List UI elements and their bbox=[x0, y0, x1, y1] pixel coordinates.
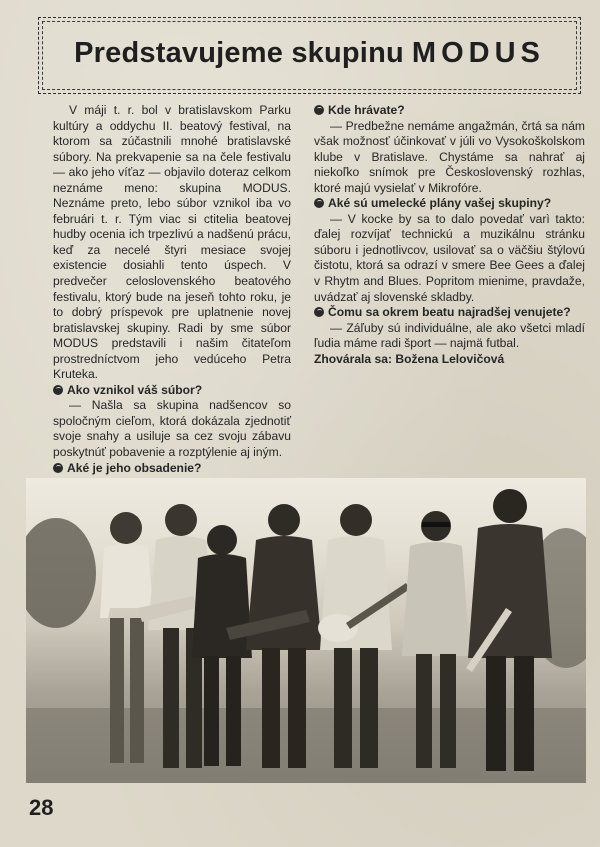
answer-3: — Predbežne nemáme angažmán, črtá sa nám však možnosť účinkovať v júli vo Vysokoškolskom klube v Bratislave. Chystáme sa nahrať aj niekoľko snímok pre Československý rozhlas, ktoré majú vysielať v Mikrofóre. bbox=[314, 118, 585, 195]
band-name: MODUS bbox=[411, 37, 545, 69]
question-1 bbox=[53, 383, 291, 399]
question-2 bbox=[53, 461, 291, 477]
question-2-text: Aké je jeho obsadenie? bbox=[67, 460, 202, 475]
bullet-icon bbox=[314, 198, 324, 208]
question-3-text: Kde hrávate? bbox=[328, 103, 405, 117]
answer-5: — Záľuby sú individuálne, ale ako všetci mladí ľudia máme radi šport — najmä futbal. bbox=[314, 320, 585, 351]
question-1-text: Ako vznikol váš súbor? bbox=[67, 382, 203, 397]
bullet-icon bbox=[314, 105, 324, 115]
page-number: 28 bbox=[29, 795, 54, 820]
answer-1: — Našla sa skupina nadšencov so spoločným cieľom, ktorá dokázala zjednotiť svoje snahy a usiluje sa cez svoju zábavu poskytnúť pobavenie a rozptýlenie aj iným. bbox=[53, 398, 291, 460]
article-column-right bbox=[314, 103, 585, 367]
question-5-text: Čomu sa okrem beatu najradšej venujete? bbox=[328, 305, 571, 320]
question-4-text: Aké sú umelecké plány vašej skupiny? bbox=[328, 196, 552, 211]
question-3 bbox=[314, 103, 585, 119]
bullet-icon bbox=[53, 463, 63, 473]
bullet-icon bbox=[53, 385, 63, 395]
answer-4: — V kocke by sa to dalo povedať varì takto: ďalej rozvíjať technickú a muzikálnu stránku súboru i jednotlivcov, usilovať sa o väčšiu štýlovú čistotu, ktorá sa odrazí v smere Bee Gees a ďalej v Rhytm and Blues. Popritom mienime, pravdaže, uvádzať aj slovenské skladby. bbox=[314, 211, 585, 304]
band-photo-illustration bbox=[26, 478, 586, 783]
question-4 bbox=[314, 196, 585, 212]
article-intro: V máji t. r. bol v bratislavskom Parku kultúry a oddychu II. beatový festival, na ktorom sa zúčastnili mnohé bratislavské súbory. Na prekvapenie sa na čele festivalu — ako jeho víťaz — objavilo doteraz celkom neznáme meno: skupina MODUS. Neznáme preto, lebo súbor vznikol iba vo februári t. r. Tým viac si ctitelia beatovej hudby ocenia ich trpezlivú a nadšenú prácu, keď za necelé štyri mesiace svojej existencie dosiahli tento úspech. V predvečer celoslovenského beatového festivalu, ktorý bude na jeseň tohto roku, je to dobrý príspevok pre uplatnenie novej bratislavskej skupiny. Radi by sme súbor MODUS predstavili i našim čitateľom prostredníctvom jeho vedúceho Petra Kruteka. bbox=[53, 103, 291, 382]
bullet-icon bbox=[314, 307, 324, 317]
headline-box bbox=[38, 17, 581, 94]
headline-text: Predstavujeme skupinu bbox=[74, 37, 404, 69]
headline bbox=[39, 37, 580, 70]
question-5 bbox=[314, 305, 585, 321]
band-photo bbox=[26, 478, 586, 783]
signature: Zhovárala sa: Božena Lelovičová bbox=[314, 351, 505, 366]
